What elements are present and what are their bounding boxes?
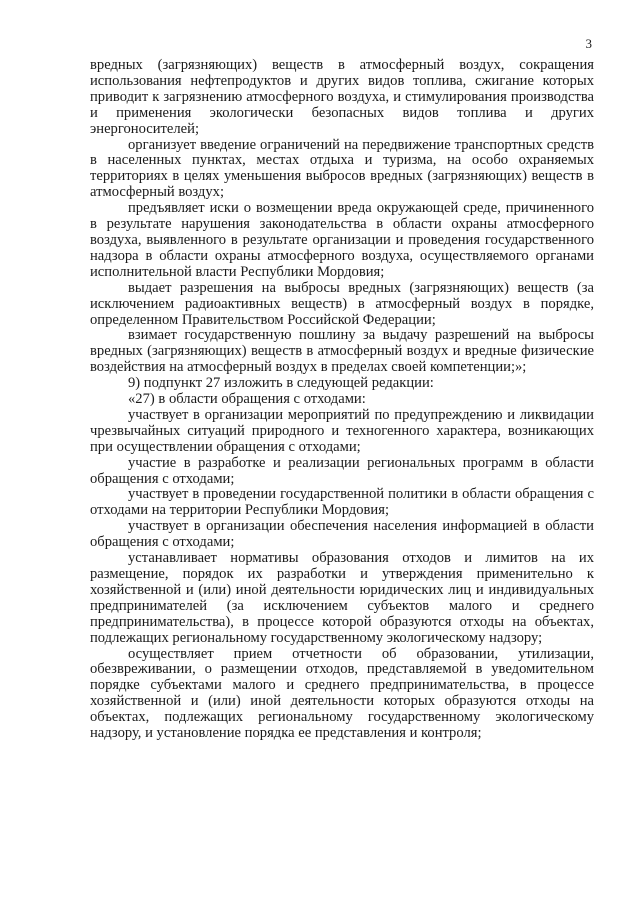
paragraph-12: устанавливает нормативы образования отходов и лимитов на их размещение, порядок их разработки и утверждения применительно к хозяйственной и (или) иной деятельности юридических лиц и индивидуальных предпринимателей (за исключением субъектов малого и среднего предпринимательства), в процессе которой образуются отходы на объектах, подлежащих региональному государственному экологическому надзору; — [90, 550, 594, 646]
paragraph-10: участвует в проведении государственной политики в области обращения с отходами на территории Республики Мордовия; — [90, 486, 594, 519]
paragraph-3: предъявляет иски о возмещении вреда окружающей среде, причиненного в результате нарушения законодательства в области охраны атмосферного воздуха, выявленного в результате организации и проведения государственного надзора в области охраны атмосферного воздуха, осуществляемого органами исполнительной власти Республики Мордовия; — [90, 200, 594, 280]
paragraph-5: взимает государственную пошлину за выдачу разрешений на выбросы вредных (загрязняющих) веществ в атмосферный воздух и вредные физические воздействия на атмосферный воздух в пределах своей компетенции;»; — [90, 327, 594, 376]
paragraph-1: вредных (загрязняющих) веществ в атмосферный воздух, сокращения использования нефтепродуктов и других видов топлива, сжигание которых приводит к загрязнению атмосферного воздуха, и стимулирования производства и применения экологически безопасных видов топлива и других энергоносителей; — [90, 57, 594, 137]
paragraph-4: выдает разрешения на выбросы вредных (загрязняющих) веществ (за исключением радиоактивных веществ) в атмосферный воздух в порядке, определенном Правительством Российской Федерации; — [90, 279, 594, 328]
paragraph-11: участвует в организации обеспечения населения информацией в области обращения с отходами; — [90, 518, 594, 551]
paragraph-7: «27) в области обращения с отходами: — [128, 391, 366, 408]
paragraph-8: участвует в организации мероприятий по предупреждению и ликвидации чрезвычайных ситуаций природного и техногенного характера, возникающих при осуществлении обращения с отходами; — [90, 406, 594, 455]
page-number: 3 — [585, 36, 592, 51]
paragraph-2: организует введение ограничений на передвижение транспортных средств в населенных пунктах, местах отдыха и туризма, на особо охраняемых территориях в целях уменьшения выбросов вредных (загрязняющих) веществ в атмосферный воздух; — [90, 136, 594, 201]
document-body — [90, 58, 594, 742]
paragraph-6: 9) подпункт 27 изложить в следующей редакции: — [128, 375, 434, 392]
paragraph-13: осуществляет прием отчетности об образовании, утилизации, обезвреживании, о размещении отходов, представляемой в уведомительном порядке субъектами малого и среднего предпринимательства, в процессе хозяйственной и (или) иной деятельности которых образуются отходы на объектах, подлежащих региональному государственному экологическому надзору, и установление порядка ее представления и контроля; — [90, 645, 594, 742]
paragraph-9: участие в разработке и реализации региональных программ в области обращения с отходами; — [90, 454, 594, 487]
